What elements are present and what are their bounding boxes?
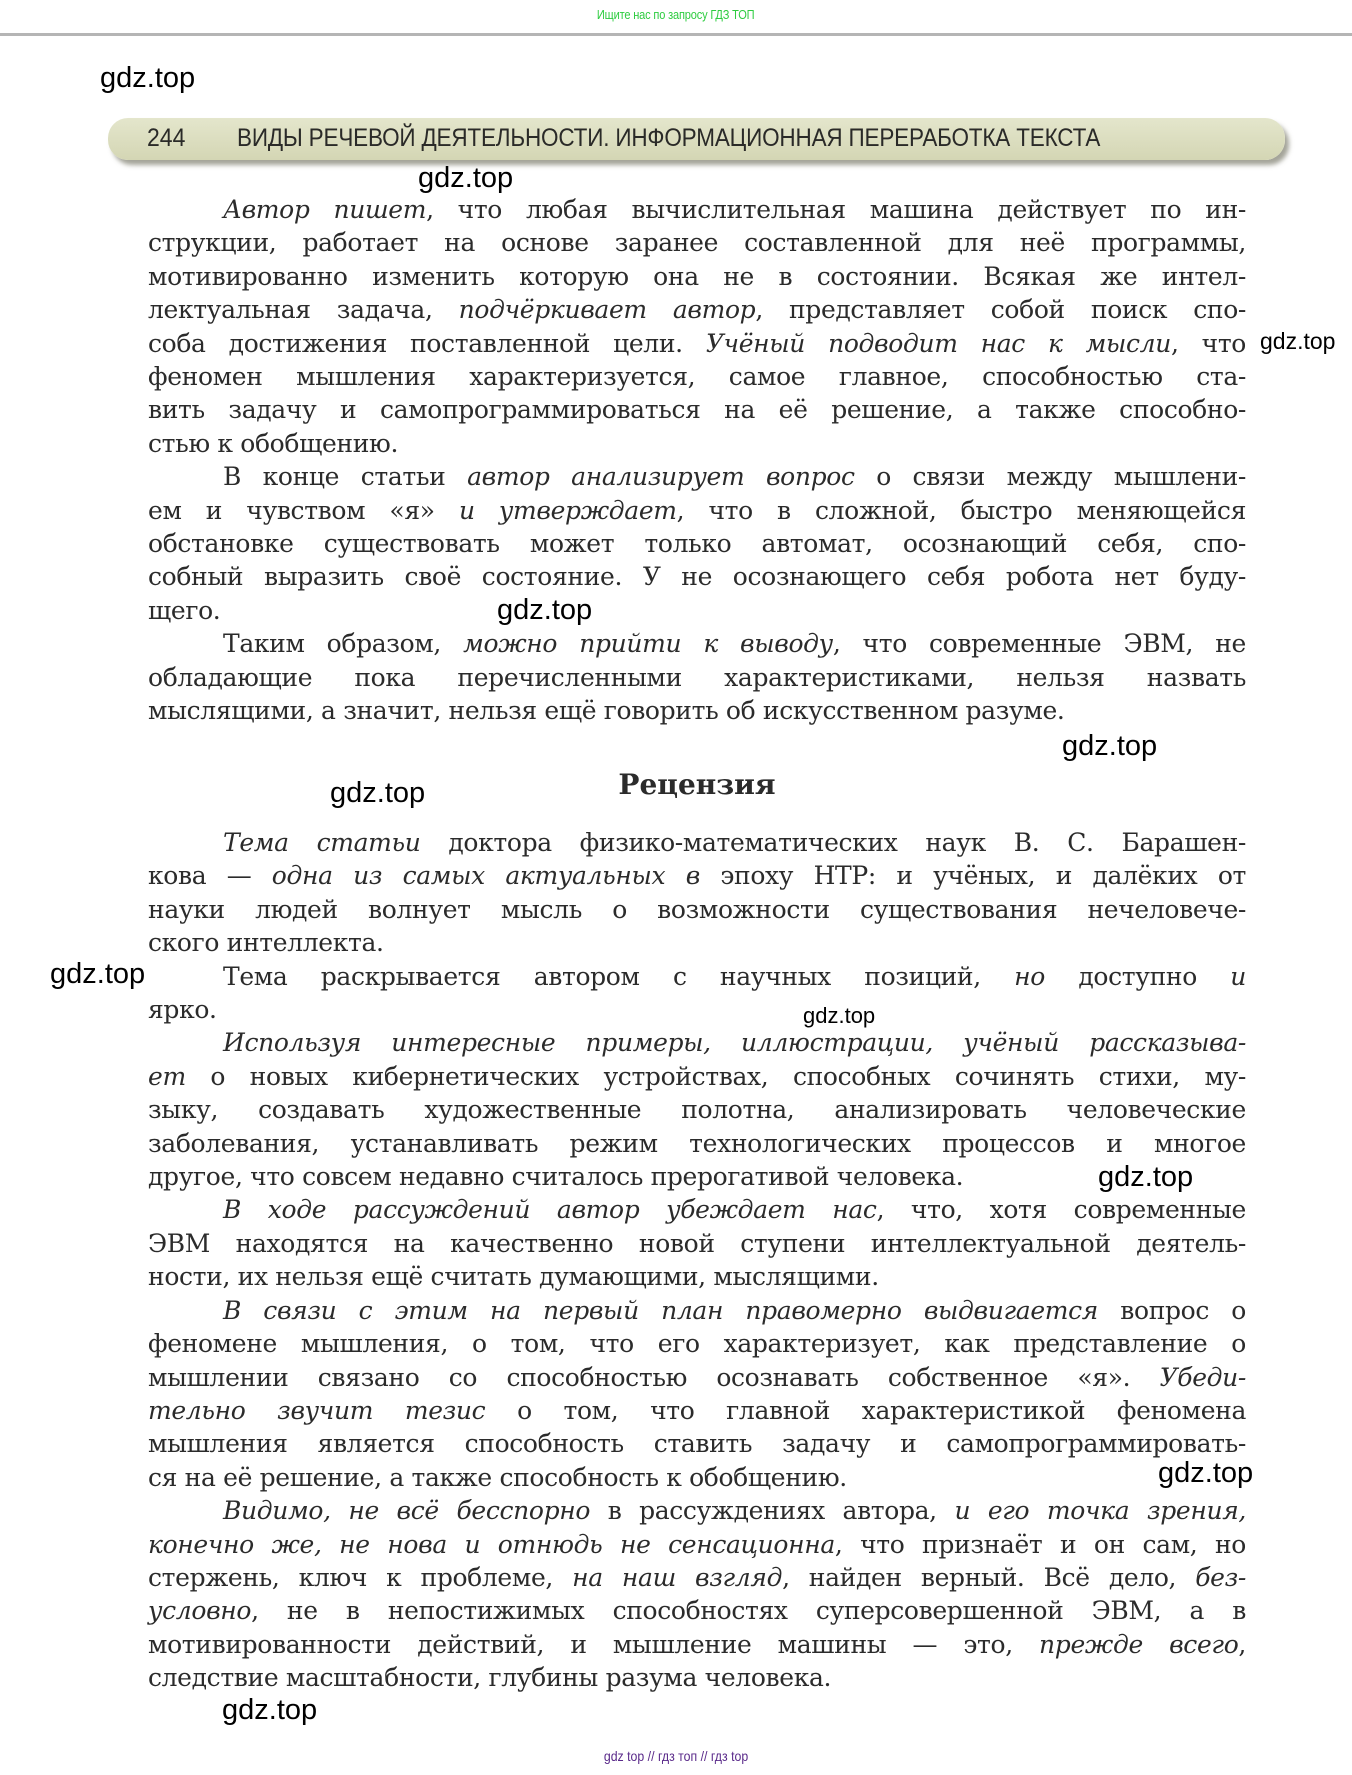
emphasis: Автор пишет — [223, 195, 427, 224]
paragraph — [148, 193, 1246, 460]
chapter-title: ВИДЫ РЕЧЕВОЙ ДЕЯТЕЛЬНОСТИ. ИНФОРМАЦИОННАЯ ПЕРЕРАБОТКА ТЕКСТА — [237, 124, 1101, 152]
emphasis: Тема статьи — [223, 828, 421, 857]
text-line: Видимо, не всё бесспорно в рассуждениях автора, и его точка зрения, — [223, 1496, 1246, 1526]
text-line: стью к обобщению. — [148, 428, 399, 458]
paragraph — [148, 1494, 1246, 1694]
watermark: gdz.top — [330, 777, 426, 809]
watermark: gdz.top — [100, 62, 196, 94]
emphasis: и — [1230, 961, 1246, 991]
emphasis: автор анализирует вопрос — [467, 462, 855, 492]
text-line: зыку, создавать художественные полотна, анализировать человеческие — [148, 1095, 1246, 1125]
text-line: кова — одна из самых актуальных в эпоху НТР: и учёных, и далёких от — [148, 861, 1246, 891]
emphasis: тельно звучит тезис — [148, 1395, 486, 1425]
text-line: В ходе рассуждений автор убеждает нас, что, хотя современные — [223, 1195, 1247, 1225]
text-line: ского интеллекта. — [148, 928, 384, 958]
text-line: заболевания, устанавливать режим технологических процессов и многое — [148, 1128, 1246, 1158]
emphasis: подчёркивает автор — [458, 295, 756, 325]
watermark: gdz.top — [418, 162, 514, 194]
watermark: gdz.top — [1158, 1457, 1254, 1489]
emphasis: на наш взгляд — [572, 1562, 783, 1592]
text-line: соба достижения поставленной цели. Учёный подводит нас к мысли, что — [148, 328, 1246, 358]
text-line: щего. — [148, 595, 221, 625]
search-hint-text: Ищите нас по запросу ГДЗ ТОП — [597, 7, 755, 22]
emphasis: условно — [148, 1596, 252, 1626]
text-line: ярко. — [148, 995, 217, 1025]
text-line: мотивированно изменить которую она не в состоянии. Всякая же интел- — [148, 261, 1246, 291]
text-line: мышлении связано со способностью осознавать собственное «я». Убеди- — [148, 1362, 1246, 1392]
text-line: феномен мышления характеризуется, самое главное, способностью ста- — [148, 362, 1246, 392]
text-line: мыслящими, а значит, нельзя ещё говорить об искусственном разуме. — [148, 696, 1065, 726]
emphasis: В ходе рассуждений автор убеждает нас — [223, 1195, 877, 1225]
footer-text: gdz top // гдз топ // гдз top — [603, 1748, 749, 1764]
emphasis: и его точка зрения, — [954, 1496, 1246, 1526]
emphasis: Убеди- — [1159, 1362, 1246, 1392]
text-line: Тема раскрывается автором с научных позиций, но доступно и — [223, 961, 1246, 991]
paragraph — [148, 960, 1246, 1027]
footer-links — [0, 1748, 1352, 1764]
paragraph — [148, 460, 1246, 627]
text-line: В связи с этим на первый план правомерно выдвигается вопрос о — [223, 1295, 1247, 1325]
text-line: обстановке существовать может только автомат, осознающий себя, спо- — [148, 529, 1246, 559]
emphasis: ет — [148, 1061, 186, 1091]
text-line: тельно звучит тезис о том, что главной характеристикой феномена — [148, 1395, 1247, 1425]
text-line: ЭВМ находятся на качественно новой ступени интеллектуальной деятель- — [148, 1228, 1246, 1258]
text-line: феномене мышления, о том, что его характеризует, как представление о — [148, 1329, 1246, 1359]
text-line: ет о новых кибернетических устройствах, способных сочинять стихи, му- — [148, 1061, 1246, 1091]
text-line: струкции, работает на основе заранее составленной для неё программы, — [148, 228, 1246, 258]
review-section — [148, 826, 1246, 1695]
text-line: лектуальная задача, подчёркивает автор, представляет собой поиск спо- — [148, 295, 1246, 325]
top-banner — [0, 0, 1352, 36]
text-line: науки людей волнует мысль о возможности существования нечеловече- — [148, 894, 1246, 924]
paragraph — [148, 627, 1246, 727]
emphasis: Учёный подводит нас к мысли — [705, 328, 1171, 358]
watermark: gdz.top — [1260, 328, 1336, 354]
page-number: 244 — [147, 124, 186, 152]
watermark: gdz.top — [222, 1694, 318, 1726]
text-line: обладающие пока перечисленными характеристиками, нельзя назвать — [148, 662, 1246, 692]
paragraph — [148, 1294, 1246, 1494]
paragraph — [148, 1193, 1246, 1293]
page-header-bar — [108, 118, 1285, 160]
emphasis: но — [1014, 961, 1045, 991]
text-line: Тема статьи доктора физико-математических наук В. С. Барашен- — [223, 828, 1247, 857]
watermark: gdz.top — [50, 958, 146, 990]
watermark: gdz.top — [803, 1003, 876, 1028]
text-line: Таким образом, можно прийти к выводу, что современные ЭВМ, не — [223, 629, 1246, 659]
watermark: gdz.top — [1062, 730, 1158, 762]
text-line: Автор пишет, что любая вычислительная машина действует по ин- — [223, 195, 1246, 224]
text-line: собный выразить своё состояние. У не осознающего себя робота нет буду- — [148, 562, 1246, 592]
emphasis: можно прийти к выводу — [463, 629, 833, 659]
text-line: ности, их нельзя ещё считать думающими, мыслящими. — [148, 1262, 879, 1292]
emphasis: без- — [1195, 1562, 1247, 1592]
watermark: gdz.top — [1098, 1161, 1194, 1193]
text-line: мотивированности действий, и мышление машины — это, прежде всего, — [148, 1629, 1247, 1659]
review-heading: Рецензия — [618, 768, 776, 801]
text-line: ся на её решение, а также способность к обобщению. — [148, 1462, 847, 1492]
text-line: другое, что совсем недавно считалось прерогативой человека. — [148, 1162, 964, 1192]
emphasis: Видимо, не всё бесспорно — [223, 1496, 591, 1526]
emphasis: В связи с этим на первый план правомерно выдвигается — [223, 1295, 1098, 1325]
text-line: мышления является способность ставить задачу и самопрограммировать- — [148, 1429, 1246, 1459]
text-line: условно, не в непостижимых способностях суперсовершенной ЭВМ, а в — [148, 1596, 1246, 1626]
text-line: вить задачу и самопрограммироваться на её решение, а также способно- — [148, 395, 1246, 425]
text-line — [148, 1026, 1246, 1059]
text-line: ем и чувством «я» и утверждает, что в сложной, быстро меняющейся — [148, 495, 1246, 525]
paragraph — [148, 1026, 1246, 1193]
emphasis: конечно же, не нова и отнюдь не сенсационна — [148, 1529, 835, 1559]
emphasis: и утверждает — [458, 495, 677, 525]
paragraph — [148, 826, 1246, 960]
text-line: следствие масштабности, глубины разума человека. — [148, 1663, 832, 1693]
emphasis: прежде всего — [1039, 1629, 1239, 1659]
watermark: gdz.top — [497, 594, 593, 626]
text-line: конечно же, не нова и отнюдь не сенсационна, что признаёт и он сам, но — [148, 1529, 1246, 1559]
emphasis: Используя интересные примеры, иллюстрации, учёный рассказыва- — [223, 1028, 1246, 1058]
text-line: стержень, ключ к проблеме, на наш взгляд, найден верный. Всё дело, без- — [148, 1562, 1247, 1592]
summary-section — [148, 193, 1246, 728]
emphasis: одна из самых актуальных в — [271, 861, 700, 891]
text-line: В конце статьи автор анализирует вопрос о связи между мышлени- — [223, 462, 1247, 492]
